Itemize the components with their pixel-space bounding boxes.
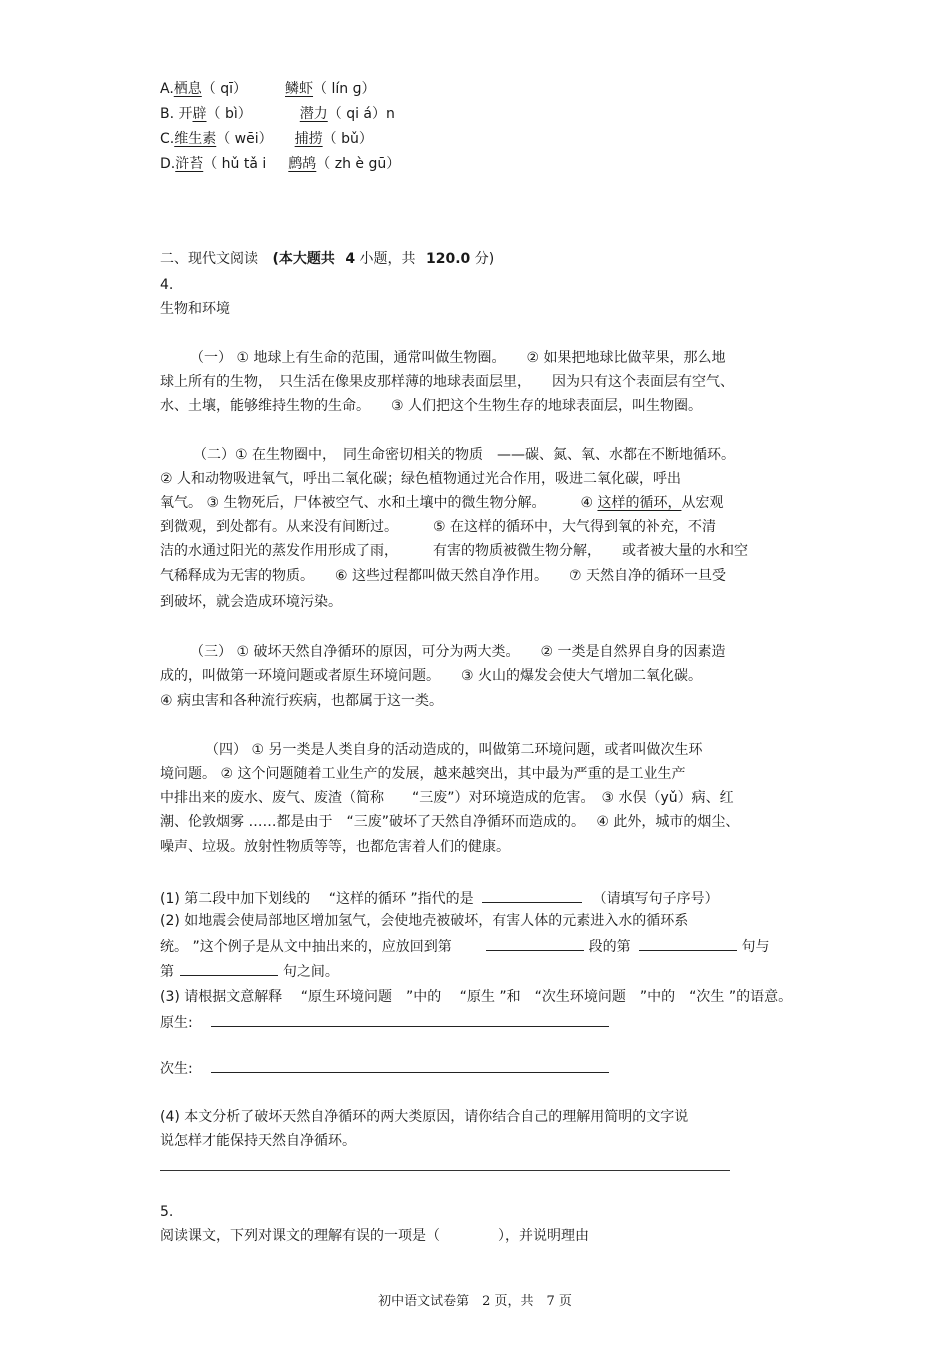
section-heading: 二、现代文阅读 (本大题共 4 小题，共 120.0 分) xyxy=(160,251,495,267)
underlined-phrase: 这样的循环， xyxy=(597,495,682,511)
answer-yuansheng: 原生: xyxy=(160,1012,609,1032)
answer-line[interactable] xyxy=(160,1170,730,1171)
subquestion-3: (3) 请根据文意解释 “原生环境问题 ”中的 “原生 ”和 “次生环境问题 ”中的 “次生 ”的语意。 xyxy=(160,989,793,1005)
passage-line: （四） ① 另一类是人类自身的活动造成的，叫做第二环境问题，或者叫做次生环 xyxy=(205,742,703,758)
passage-line: 潮、伦敦烟雾 ……都是由于 “三废”破坏了天然自净循环而造成的。 ④ 此外，城市的烟尘、 xyxy=(160,814,740,830)
passage-line: 洁的水通过阳光的蒸发作用形成了雨， 有害的物质被微生物分解， 或者被大量的水和空 xyxy=(160,543,748,559)
passage-line: ④ 病虫害和各种流行疾病，也都属于这一类。 xyxy=(160,693,443,709)
answer-blank[interactable] xyxy=(482,888,582,903)
passage-line: （一） ① 地球上有生命的范围，通常叫做生物圈。 ② 如果把地球比做苹果，那么地 xyxy=(190,350,726,366)
answer-blank[interactable] xyxy=(180,961,278,976)
passage-line: 气稀释成为无害的物质。 ⑥ 这些过程都叫做天然自净作用。 ⑦ 天然自净的循环一旦受 xyxy=(160,568,726,584)
choice-c: C.维生素（ wēi） 捕捞（ bǔ） xyxy=(160,131,373,147)
choice-d-word1: 浒苔 xyxy=(175,156,204,172)
choice-a-word1: 栖息 xyxy=(173,81,202,97)
subquestion-4-line2: 说怎样才能保持天然自净循环。 xyxy=(160,1133,356,1149)
choice-a: A.栖息（ qī） 鳞虾（ lín ɡ） xyxy=(160,81,376,97)
passage-line: 境问题。 ② 这个问题随着工业生产的发展，越来越突出，其中最为严重的是工业生产 xyxy=(160,766,686,782)
choice-a-word2: 鳞虾 xyxy=(285,81,314,97)
choice-c-word2: 捕捞 xyxy=(294,131,323,147)
answer-blank[interactable] xyxy=(486,936,584,951)
passage-line: 氧气。 ③ 生物死后，尸体被空气、水和土壤中的微生物分解。 ④ 这样的循环，从宏观 xyxy=(160,495,724,511)
passage-line: ② 人和动物吸进氧气，呼出二氧化碳；绿色植物通过光合作用，吸进二氧化碳，呼出 xyxy=(160,471,681,487)
answer-blank[interactable] xyxy=(639,936,737,951)
subquestion-2-line2: 统。 ”这个例子是从文中抽出来的，应放回到第 段的第 句与 xyxy=(160,936,770,956)
answer-blank[interactable] xyxy=(211,1012,609,1027)
choice-d: D.浒苔（ hǔ tǎ i 鹧鸪（ zh è gū） xyxy=(160,156,401,172)
subquestion-4: (4) 本文分析了破坏天然自净循环的两大类原因，请你结合自己的理解用简明的文字说 xyxy=(160,1109,689,1125)
answer-blank[interactable] xyxy=(211,1058,609,1073)
subquestion-2: (2) 如地震会使局部地区增加氢气，会使地壳被破坏，有害人体的元素进入水的循环系 xyxy=(160,913,689,929)
passage-line: 水、土壤，能够维持生物的生命。 ③ 人们把这个生物生存的地球表面层，叫生物圈。 xyxy=(160,398,702,414)
choice-b-word2: 潜力 xyxy=(299,106,328,122)
choice-c-word1: 维生素 xyxy=(174,131,217,147)
answer-cisheng: 次生: xyxy=(160,1058,609,1078)
question-number: 4. xyxy=(160,277,174,293)
passage-line: 中排出来的废水、废气、废渣（简称 “三废”）对环境造成的危害。 ③ 水俣（yǔ）病、红 xyxy=(160,790,734,806)
passage-line: 成的，叫做第一环境问题或者原生环境问题。 ③ 火山的爆发会使大气增加二氧化碳。 xyxy=(160,668,702,684)
question-number: 5. xyxy=(160,1204,174,1220)
passage-line: （三） ① 破坏天然自净循环的原因，可分为两大类。 ② 一类是自然界自身的因素造 xyxy=(190,644,726,660)
question-5-stem: 阅读课文，下列对课文的理解有误的一项是（ ），并说明理由 xyxy=(160,1228,589,1244)
passage-line: 到微观，到处都有。从来没有间断过。 ⑤ 在这样的循环中，大气得到氧的补充，不清 xyxy=(160,519,716,535)
choice-b: B. 开辟（ bì） 潜力（ qi á）n xyxy=(160,106,395,122)
passage-line: 球上所有的生物， 只生活在像果皮那样薄的地球表面层里， 因为只有这个表面层有空气、 xyxy=(160,374,734,390)
passage-line: 噪声、垃圾。放射性物质等等，也都危害着人们的健康。 xyxy=(160,839,510,855)
page-footer: 初中语文试卷第 2 页，共 7 页 xyxy=(378,1294,572,1309)
passage-line: （二）① 在生物圈中， 同生命密切相关的物质 ——碳、氮、氧、水都在不断地循环。 xyxy=(193,447,735,463)
subquestion-1: (1) 第二段中加下划线的 “这样的循环 ”指代的是 （请填写句子序号） xyxy=(160,888,719,908)
choice-b-word1: 辟 xyxy=(192,106,207,122)
choice-d-word2: 鹧鸪 xyxy=(288,156,317,172)
subquestion-2-line3: 第 句之间。 xyxy=(160,961,339,981)
passage-title: 生物和环境 xyxy=(160,301,230,317)
passage-line: 到破坏，就会造成环境污染。 xyxy=(160,594,342,610)
